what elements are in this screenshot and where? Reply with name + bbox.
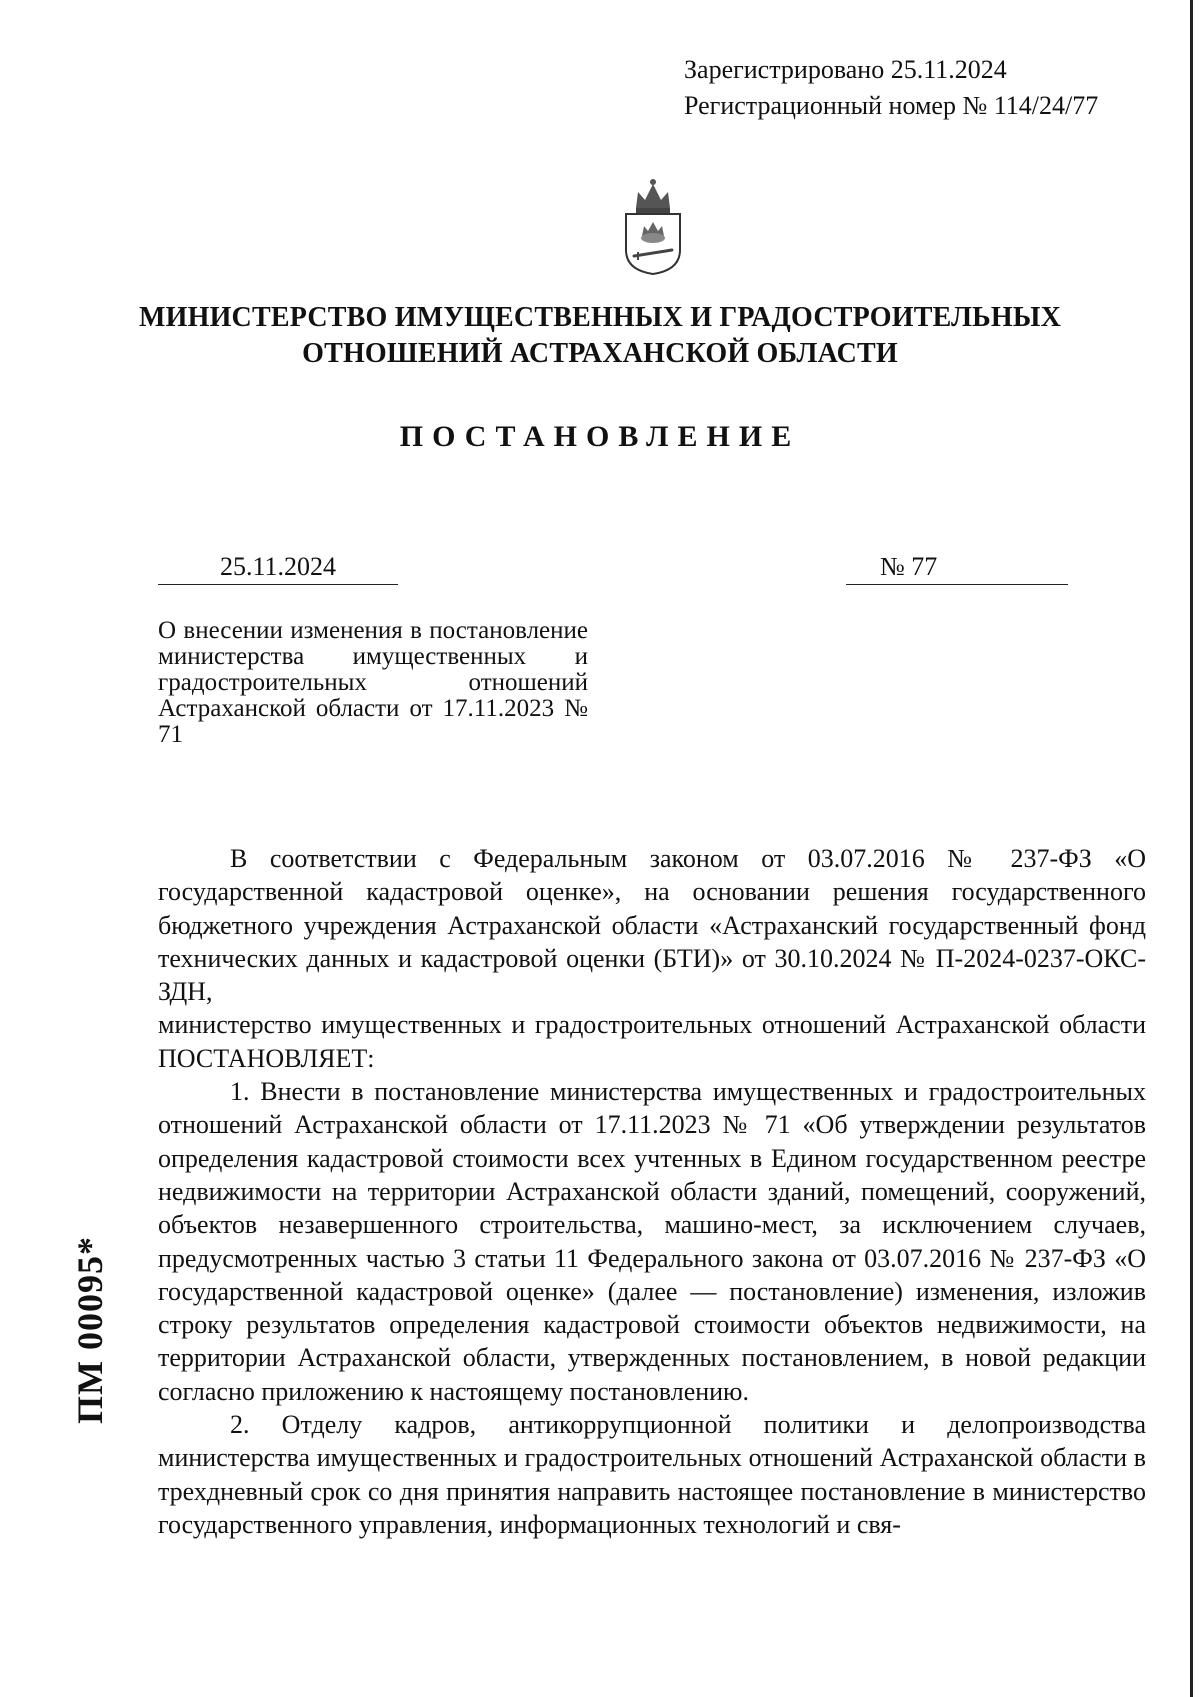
side-stamp — [60, 1230, 120, 1430]
side-stamp-text: ПМ 00095* — [70, 1236, 110, 1424]
registration-block — [684, 52, 1098, 124]
registration-date: Зарегистрировано 25.11.2024 — [684, 55, 1007, 84]
document-number-field — [846, 552, 1068, 585]
document-body — [158, 842, 1146, 1541]
astrakhan-coat-of-arms-icon — [618, 170, 688, 280]
item-2-paragraph: 2. Отделу кадров, антикоррупционной политики и делопроизводства министерства имущественных и градостроительных отношений Астраханской области в трехдневный срок со дня принятия направить настоящее постановление в министерство государственного управления, информационных технологий и свя- — [158, 1410, 1146, 1539]
resolution-paragraph: министерство имущественных и градостроительных отношений Астраханской области ПОСТАНОВЛЯЕТ: — [158, 1010, 1146, 1073]
page-edge-line — [1190, 0, 1193, 1697]
document-number: № 77 — [880, 552, 938, 581]
ministry-name-line1: МИНИСТЕРСТВО ИМУЩЕСТВЕННЫХ И ГРАДОСТРОИТЕЛЬНЫХ — [138, 302, 1061, 333]
item-1-paragraph: 1. Внести в постановление министерства имущественных и градостроительных отношений Астраханской области от 17.11.2023 № 71 «Об утверждении результатов определения кадастровой стоимости всех учтенных в Едином государственном реестре недвижимости на территории Астраханской области зданий, помещений, сооружений, объектов незавершенного строительства, машино-мест, за исключением случаев, предусмотренных частью 3 статьи 11 Федерального закона от 03.07.2016 № 237-ФЗ «О государственной кадастровой оценке» (далее — постановление) изменения, изложив строку результатов определения кадастровой стоимости объектов недвижимости, на территории Астраханской области, утвержденных постановлением, в новой редакции согласно приложению к настоящему постановлению. — [158, 1077, 1146, 1406]
registration-number: Регистрационный номер № 114/24/77 — [684, 91, 1099, 120]
document-date: 25.11.2024 — [158, 552, 398, 585]
ministry-name — [100, 300, 1100, 372]
document-subject: О внесении изменения в постановление министерства имущественных и градостроительных отношений Астраханской области от 17.11.2023 № 71 — [158, 617, 588, 748]
preamble-paragraph: В соответствии с Федеральным законом от 03.07.2016 № 237-ФЗ «О государственной кадастровой оценке», на основании решения государственного бюджетного учреждения Астраханской области «Астраханский государственный фонд технических данных и кадастровой оценки (БТИ)» от 30.10.2024 № П-2024-0237-ОКС-ЗДН, — [158, 844, 1146, 1007]
document-type-title: ПОСТАНОВЛЕНИЕ — [399, 420, 801, 453]
ministry-name-line2: ОТНОШЕНИЙ АСТРАХАНСКОЙ ОБЛАСТИ — [302, 338, 898, 369]
